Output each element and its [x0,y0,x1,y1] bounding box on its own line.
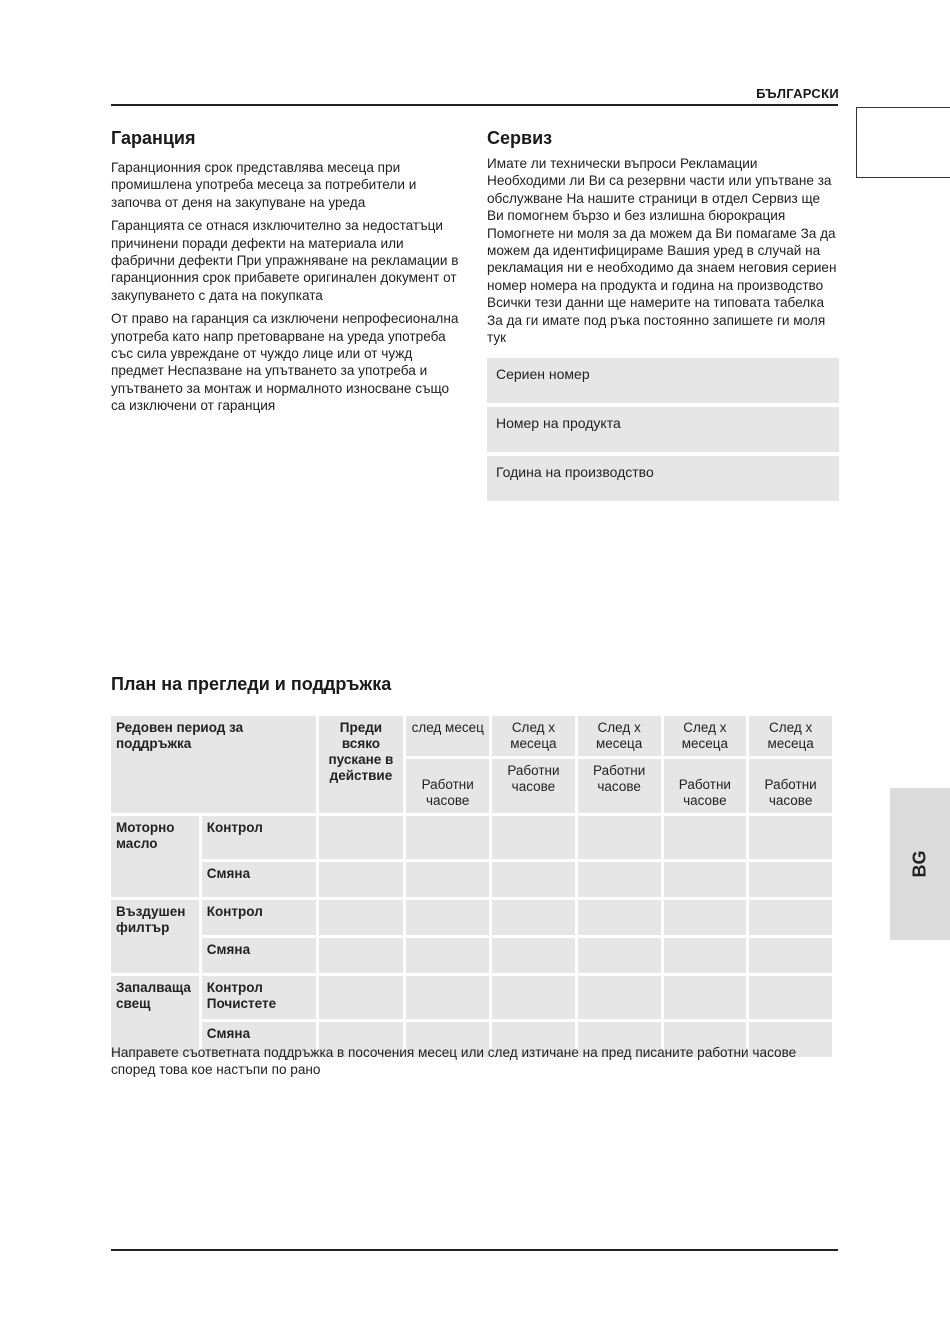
table-cell[interactable] [492,816,575,859]
row-action: Контрол Почистете [202,976,316,1019]
table-cell[interactable] [749,862,832,897]
table-cell[interactable] [578,900,661,935]
header-hours: Работни часове [749,759,832,813]
header-before-start: Преди всяко пускане в действие [319,716,404,813]
table-cell[interactable] [664,900,747,935]
serial-number-field[interactable] [487,358,839,403]
service-fields [487,358,839,501]
table-cell[interactable] [319,900,404,935]
table-cell[interactable] [578,862,661,897]
table-cell[interactable] [406,938,489,973]
plan-title: План на прегледи и поддръжка [111,674,392,694]
table-cell[interactable] [492,862,575,897]
table-cell[interactable] [578,938,661,973]
table-cell[interactable] [319,976,404,1019]
field-label: Сериен номер [496,366,590,383]
header-month: след месец [406,716,489,756]
row-action: Смяна [202,862,316,897]
header-month: След х месеца [749,716,832,756]
plan-footnote: Направете съответната поддръжка в посочения месец или след изтичане на пред писаните работни часове според това кое настъпи по рано [111,1045,797,1078]
row-action: Контрол [202,816,316,859]
production-year-field[interactable] [487,456,839,501]
field-label: Година на производство [496,464,654,481]
bottom-rule [111,1249,838,1251]
product-number-field[interactable] [487,407,839,452]
service-section [487,128,839,501]
language-tab-label: BG [909,850,930,878]
row-group-air-filter: Въздушен филтър [111,900,199,973]
row-action: Смяна [202,1022,316,1057]
warranty-paragraph: От право на гаранция са изключени непрофесионална употреба като напр претоварване на уреда употреба със сила увреждане от чуждо лице или от чужд предмет Неспазване на упътването за употреба и упътването за монтаж и нормалното износване също са изключени от гаранция [111,311,459,414]
table-cell[interactable] [578,816,661,859]
table-cell[interactable] [749,976,832,1019]
top-rule [111,104,838,106]
row-group-spark-plug: Запалваща свещ [111,976,199,1057]
header-hours: Работни часове [578,759,661,813]
table-cell[interactable] [749,900,832,935]
service-text: Имате ли технически въпроси Рекламации Необходими ли Ви са резервни части или упътване за обслужване На нашите страници в отдел Сервиз ще Ви помогнем бързо и без излишна бюрокрация Помогнете ни моля за да можем да Ви помагаме За да можем да идентифицираме Вашия уред в случай на рекламация ни е необходимо да знаем неговия сериен номер номера на продукта и година на производство Всички тези данни ще намерите на типовата табелка За да ги имате под ръка постоянно запишете ги моля тук [487,156,837,346]
table-cell[interactable] [406,976,489,1019]
table-cell[interactable] [749,938,832,973]
warranty-section [111,128,466,421]
table-cell[interactable] [406,900,489,935]
header-hours: Работни часове [492,759,575,813]
table-cell[interactable] [406,816,489,859]
header-hours: Работни часове [406,759,489,813]
row-group-engine-oil: Моторно масло [111,816,199,897]
table-cell[interactable] [319,938,404,973]
table-cell[interactable] [319,862,404,897]
language-label: БЪЛГАРСКИ [756,86,839,101]
table-cell[interactable] [664,862,747,897]
service-title: Сервиз [487,128,553,148]
header-month: След х месеца [664,716,747,756]
header-month: След х месеца [578,716,661,756]
language-tab [890,788,950,940]
table-cell[interactable] [492,900,575,935]
header-hours: Работни часове [664,759,747,813]
row-action: Контрол [202,900,316,935]
maintenance-table [108,713,835,1060]
table-cell[interactable] [664,976,747,1019]
table-cell[interactable] [319,816,404,859]
row-action: Смяна [202,938,316,973]
header-month: След х месеца [492,716,575,756]
table-cell[interactable] [492,938,575,973]
warranty-paragraph: Гаранцията се отнася изключително за недостатъци причинени поради дефекти на материала или фабрични дефекти При упражняване на рекламации в гаранционния срок прибавете оригинален документ от закупуването с дата на покупката [111,218,459,303]
table-cell[interactable] [406,862,489,897]
table-cell[interactable] [749,816,832,859]
field-label: Номер на продукта [496,415,621,432]
table-cell[interactable] [578,976,661,1019]
side-box [856,107,950,178]
table-cell[interactable] [492,976,575,1019]
warranty-paragraph: Гаранционния срок представлява месеца при промишлена употреба месеца за потребители и започва от деня на закупуване на уреда [111,160,417,210]
warranty-title: Гаранция [111,128,196,148]
table-cell[interactable] [664,938,747,973]
header-period: Редовен период за поддръжка [111,716,316,813]
table-cell[interactable] [664,816,747,859]
